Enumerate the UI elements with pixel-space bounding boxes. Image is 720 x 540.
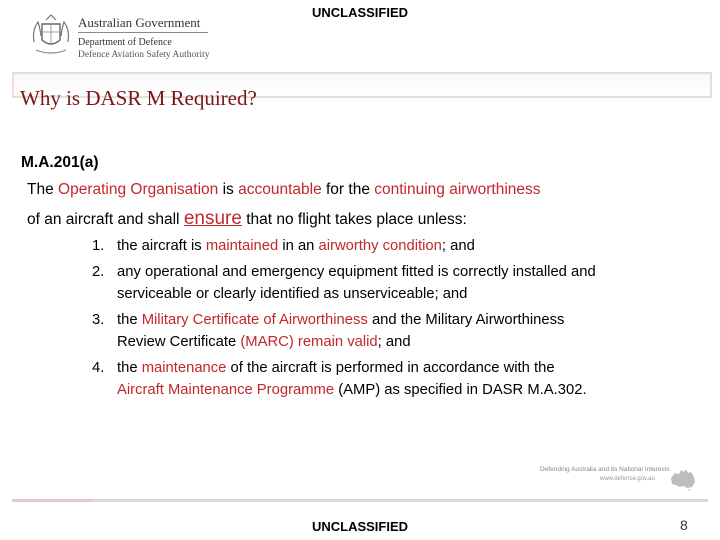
footer-divider xyxy=(12,499,708,502)
list-item xyxy=(117,360,555,376)
highlight-maintained: maintained xyxy=(205,238,279,254)
footer-tagline: Defending Australia and its National Interests xyxy=(540,466,670,473)
highlight-marc-valid: (MARC) remain valid xyxy=(240,334,378,350)
item-text: the xyxy=(117,360,142,376)
item-text: the xyxy=(117,312,142,328)
list-item-continuation xyxy=(117,334,411,350)
item-text: of the aircraft is performed in accordance with the xyxy=(226,360,555,376)
highlight-amp: Aircraft Maintenance Programme xyxy=(117,382,335,398)
coat-of-arms-icon xyxy=(28,12,74,58)
logo-department-text: Department of Defence xyxy=(78,37,172,48)
highlight-accountable: accountable xyxy=(238,181,322,198)
item-text: and the Military Airworthiness xyxy=(367,312,565,328)
list-number: 4. xyxy=(92,360,105,376)
item-text: in an xyxy=(278,238,319,254)
logo-government-text: Australian Government xyxy=(78,15,201,30)
highlight-maintenance: maintenance xyxy=(141,360,227,376)
logo-authority-text: Defence Aviation Safety Authority xyxy=(78,50,210,60)
intro-text: that no flight takes place unless: xyxy=(241,211,467,228)
logo-divider xyxy=(78,32,208,33)
list-number: 1. xyxy=(92,238,105,254)
classification-top: UNCLASSIFIED xyxy=(311,5,409,20)
australia-map-icon xyxy=(668,466,698,492)
list-item: any operational and emergency equipment fitted is correctly installed and xyxy=(117,264,596,280)
list-number: 2. xyxy=(92,264,105,280)
list-number: 3. xyxy=(92,312,105,328)
highlight-operating-organisation: Operating Organisation xyxy=(58,181,219,198)
slide-title: Why is DASR M Required? xyxy=(20,86,257,110)
list-item-continuation xyxy=(117,382,587,398)
intro-text: for the xyxy=(321,181,375,198)
item-text: ; and xyxy=(377,334,411,350)
footer-divider-accent xyxy=(12,499,92,502)
page-number: 8 xyxy=(680,517,688,533)
highlight-ensure: ensure xyxy=(183,208,242,229)
highlight-airworthy-condition: airworthy condition xyxy=(318,238,442,254)
item-text: ; and xyxy=(441,238,475,254)
intro-text: is xyxy=(218,181,239,198)
classification-bottom: UNCLASSIFIED xyxy=(311,519,409,534)
item-text: Review Certificate xyxy=(117,334,241,350)
item-text: the aircraft is xyxy=(117,238,206,254)
slide-subheading: M.A.201(a) xyxy=(21,154,99,171)
highlight-military-certificate: Military Certificate of Airworthiness xyxy=(141,312,368,328)
highlight-continuing-airworthiness: continuing airworthiness xyxy=(374,181,541,198)
list-item xyxy=(117,312,564,328)
intro-text: of an aircraft and shall xyxy=(27,211,184,228)
item-text: (AMP) as specified in DASR M.A.302. xyxy=(334,382,587,398)
footer-url: www.defence.gov.au xyxy=(600,476,655,482)
intro-line-1 xyxy=(27,181,541,199)
list-item-continuation: serviceable or clearly identified as unserviceable; and xyxy=(117,286,468,302)
australian-government-logo xyxy=(26,12,210,64)
intro-line-2 xyxy=(27,208,467,230)
intro-text: The xyxy=(27,181,59,198)
list-item xyxy=(117,238,475,254)
